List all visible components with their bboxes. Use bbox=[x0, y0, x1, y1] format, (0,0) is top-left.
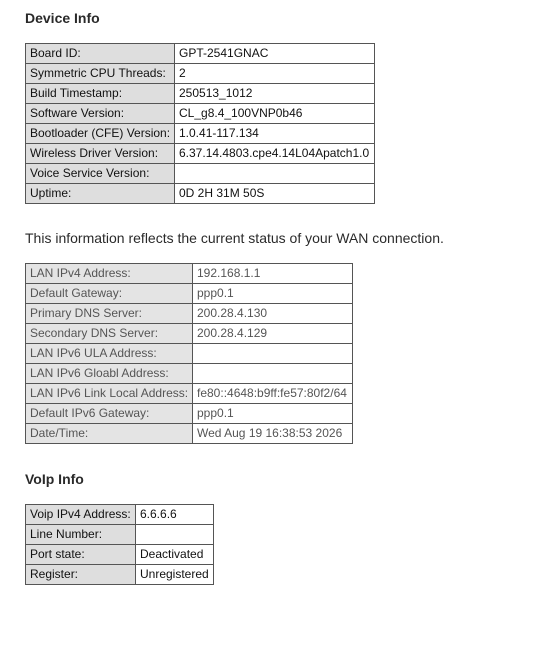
lan-ipv6-link-local-value: fe80::4648:b9ff:fe57:80f2/64 bbox=[193, 384, 353, 404]
uptime-label: Uptime: bbox=[26, 184, 175, 204]
register-label: Register: bbox=[26, 565, 136, 585]
build-timestamp-label: Build Timestamp: bbox=[26, 84, 175, 104]
voip-info-table bbox=[25, 504, 214, 585]
lan-ipv6-link-local-label: LAN IPv6 Link Local Address: bbox=[26, 384, 193, 404]
table-row bbox=[26, 384, 353, 404]
lan-ipv6-global-value bbox=[193, 364, 353, 384]
secondary-dns-value: 200.28.4.129 bbox=[193, 324, 353, 344]
lan-ipv6-global-label: LAN IPv6 Gloabl Address: bbox=[26, 364, 193, 384]
cpu-threads-value: 2 bbox=[175, 64, 375, 84]
cpu-threads-label: Symmetric CPU Threads: bbox=[26, 64, 175, 84]
voip-ipv4-address-value: 6.6.6.6 bbox=[136, 505, 214, 525]
voice-service-version-value bbox=[175, 164, 375, 184]
voice-service-version-label: Voice Service Version: bbox=[26, 164, 175, 184]
table-row bbox=[26, 184, 375, 204]
bootloader-version-value: 1.0.41-117.134 bbox=[175, 124, 375, 144]
port-state-label: Port state: bbox=[26, 545, 136, 565]
register-value: Unregistered bbox=[136, 565, 214, 585]
table-row bbox=[26, 44, 375, 64]
table-row bbox=[26, 164, 375, 184]
secondary-dns-label: Secondary DNS Server: bbox=[26, 324, 193, 344]
default-ipv6-gateway-label: Default IPv6 Gateway: bbox=[26, 404, 193, 424]
line-number-value bbox=[136, 525, 214, 545]
table-row bbox=[26, 104, 375, 124]
default-gateway-label: Default Gateway: bbox=[26, 284, 193, 304]
lan-ipv6-ula-value bbox=[193, 344, 353, 364]
board-id-value: GPT-2541GNAC bbox=[175, 44, 375, 64]
table-row bbox=[26, 304, 353, 324]
lan-ipv4-address-value: 192.168.1.1 bbox=[193, 264, 353, 284]
voip-info-title: VoIp Info bbox=[25, 471, 84, 487]
port-state-value: Deactivated bbox=[136, 545, 214, 565]
table-row bbox=[26, 124, 375, 144]
primary-dns-value: 200.28.4.130 bbox=[193, 304, 353, 324]
table-row bbox=[26, 424, 353, 444]
wan-info-table bbox=[25, 263, 353, 444]
wan-status-caption: This information reflects the current status of your WAN connection. bbox=[25, 230, 444, 246]
line-number-label: Line Number: bbox=[26, 525, 136, 545]
lan-ipv4-address-label: LAN IPv4 Address: bbox=[26, 264, 193, 284]
table-row bbox=[26, 144, 375, 164]
device-info-title: Device Info bbox=[25, 10, 100, 26]
table-row bbox=[26, 324, 353, 344]
date-time-value: Wed Aug 19 16:38:53 2026 bbox=[193, 424, 353, 444]
table-row bbox=[26, 505, 214, 525]
build-timestamp-value: 250513_1012 bbox=[175, 84, 375, 104]
primary-dns-label: Primary DNS Server: bbox=[26, 304, 193, 324]
wireless-driver-version-label: Wireless Driver Version: bbox=[26, 144, 175, 164]
uptime-value: 0D 2H 31M 50S bbox=[175, 184, 375, 204]
table-row bbox=[26, 284, 353, 304]
wireless-driver-version-value: 6.37.14.4803.cpe4.14L04Apatch1.0 bbox=[175, 144, 375, 164]
voip-ipv4-address-label: Voip IPv4 Address: bbox=[26, 505, 136, 525]
table-row bbox=[26, 344, 353, 364]
software-version-label: Software Version: bbox=[26, 104, 175, 124]
bootloader-version-label: Bootloader (CFE) Version: bbox=[26, 124, 175, 144]
table-row bbox=[26, 525, 214, 545]
table-row bbox=[26, 565, 214, 585]
table-row bbox=[26, 64, 375, 84]
table-row bbox=[26, 264, 353, 284]
table-row bbox=[26, 545, 214, 565]
default-gateway-value: ppp0.1 bbox=[193, 284, 353, 304]
table-row bbox=[26, 404, 353, 424]
device-info-table bbox=[25, 43, 375, 204]
board-id-label: Board ID: bbox=[26, 44, 175, 64]
lan-ipv6-ula-label: LAN IPv6 ULA Address: bbox=[26, 344, 193, 364]
table-row bbox=[26, 84, 375, 104]
date-time-label: Date/Time: bbox=[26, 424, 193, 444]
software-version-value: CL_g8.4_100VNP0b46 bbox=[175, 104, 375, 124]
default-ipv6-gateway-value: ppp0.1 bbox=[193, 404, 353, 424]
table-row bbox=[26, 364, 353, 384]
